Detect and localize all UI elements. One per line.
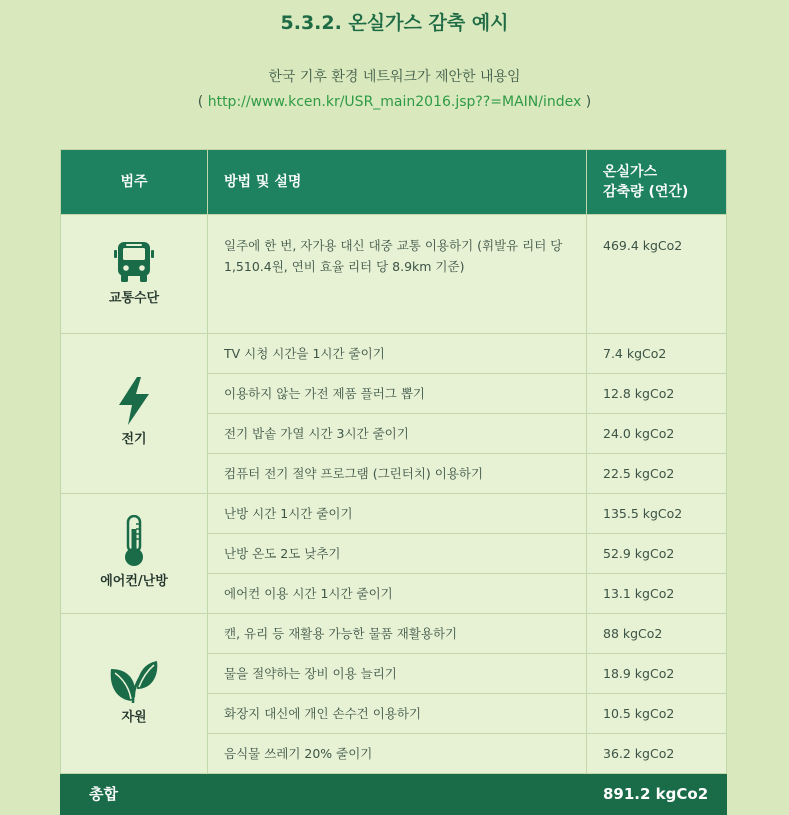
- method-description: 이용하지 않는 가전 제품 플러그 뽑기: [208, 374, 587, 414]
- reduction-amount: 36.2 kgCo2: [587, 734, 727, 774]
- link-close-paren: ): [581, 94, 592, 110]
- reduction-amount: 469.4 kgCo2: [587, 215, 727, 334]
- method-description: 물을 절약하는 장비 이용 늘리기: [208, 654, 587, 694]
- category-transport: [61, 215, 208, 334]
- reduction-amount: 22.5 kgCo2: [587, 454, 727, 494]
- table-header-row: [61, 150, 727, 215]
- leaf-icon: [109, 659, 159, 703]
- header-category: 범주: [61, 150, 208, 215]
- category-aircon-heating: [61, 494, 208, 614]
- method-description: 캔, 유리 등 재활용 가능한 물품 재활용하기: [208, 614, 587, 654]
- reduction-amount: 13.1 kgCo2: [587, 574, 727, 614]
- method-description: 일주에 한 번, 자가용 대신 대중 교통 이용하기 (휘발유 리터 당 1,510.4원, 연비 효율 리터 당 8.9km 기준): [208, 215, 587, 334]
- category-label: 전기: [121, 432, 147, 447]
- method-description: 컴퓨터 전기 절약 프로그램 (그린터치) 이용하기: [208, 454, 587, 494]
- category-label: 교통수단: [108, 290, 160, 306]
- category-resources: [61, 614, 208, 774]
- reduction-amount: 7.4 kgCo2: [587, 334, 727, 374]
- bus-icon: [114, 240, 154, 284]
- total-row: [61, 774, 727, 815]
- method-description: TV 시청 시간을 1시간 줄이기: [208, 334, 587, 374]
- source-link[interactable]: http://www.kcen.kr/USR_main2016.jsp??=MAIN/index: [207, 94, 582, 110]
- table-row: [61, 614, 727, 654]
- category-label: 에어컨/난방: [100, 574, 168, 589]
- reduction-table: [60, 149, 727, 815]
- source-link-line: [0, 94, 789, 110]
- reduction-amount: 10.5 kgCo2: [587, 694, 727, 734]
- header-reduction: 온실가스 감축량 (연간): [587, 150, 727, 215]
- subtitle: 한국 기후 환경 네트워크가 제안한 내용임: [268, 69, 521, 85]
- total-label: 총합: [61, 774, 587, 815]
- method-description: 화장지 대신에 개인 손수건 이용하기: [208, 694, 587, 734]
- lightning-icon: [117, 377, 151, 425]
- method-description: 난방 온도 2도 낮추기: [208, 534, 587, 574]
- thermometer-icon: [122, 515, 146, 567]
- table-row: [61, 215, 727, 334]
- reduction-amount: 135.5 kgCo2: [587, 494, 727, 534]
- category-electricity: [61, 334, 208, 494]
- page-title: 5.3.2. 온실가스 감축 예시: [280, 12, 509, 34]
- method-description: 에어컨 이용 시간 1시간 줄이기: [208, 574, 587, 614]
- method-description: 음식물 쓰레기 20% 줄이기: [208, 734, 587, 774]
- method-description: 난방 시간 1시간 줄이기: [208, 494, 587, 534]
- method-description: 전기 밥솥 가열 시간 3시간 줄이기: [208, 414, 587, 454]
- link-open-paren: (: [197, 94, 208, 110]
- reduction-amount: 24.0 kgCo2: [587, 414, 727, 454]
- total-amount: 891.2 kgCo2: [587, 774, 727, 815]
- category-label: 자원: [121, 710, 147, 725]
- reduction-amount: 12.8 kgCo2: [587, 374, 727, 414]
- reduction-amount: 88 kgCo2: [587, 614, 727, 654]
- header-method: 방법 및 설명: [208, 150, 587, 215]
- reduction-amount: 18.9 kgCo2: [587, 654, 727, 694]
- table-row: [61, 494, 727, 534]
- table-row: [61, 334, 727, 374]
- reduction-amount: 52.9 kgCo2: [587, 534, 727, 574]
